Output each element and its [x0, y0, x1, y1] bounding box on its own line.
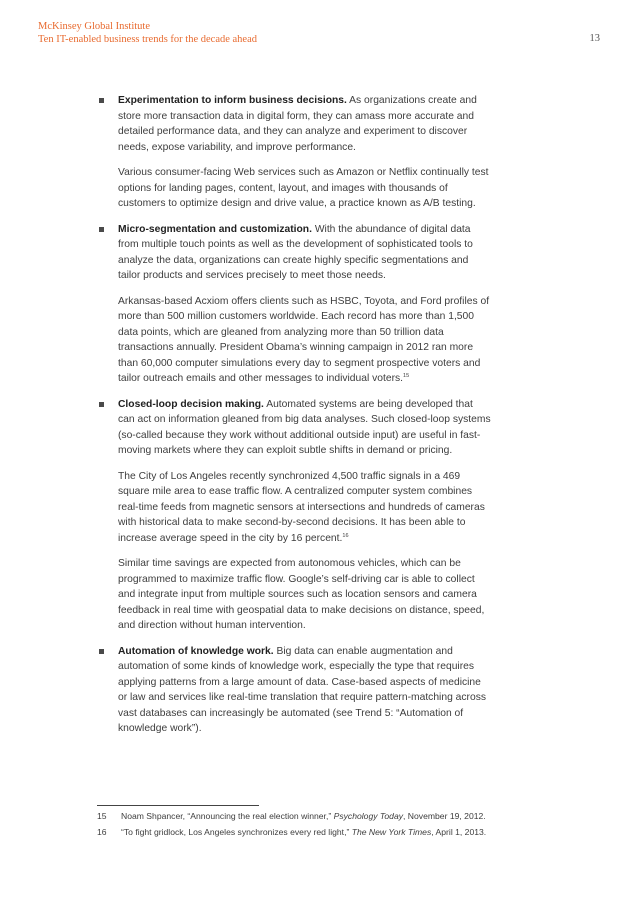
- bullet-title: Automation of knowledge work.: [118, 645, 274, 657]
- bullet-text: Big data can enable augmentation and automation of some kinds of knowledge work, especially the type that requires applying patterns from a large amount of data. Case-based aspects of medicine or law and services like real-time translation that require pattern-matching across vast databases can increasingly be automated (see Trend 5: “Automation of knowledge work”).: [118, 645, 486, 734]
- bullet-square-icon: [99, 227, 104, 232]
- bullet-micro-segmentation: [97, 222, 492, 387]
- bullet-title: Experimentation to inform business decisions.: [118, 95, 347, 106]
- footnote-text: “To fight gridlock, Los Angeles synchronizes every red light,”: [121, 827, 352, 837]
- footnote-number: 16: [97, 827, 107, 837]
- bullet-text: Automated systems are being developed that can act on information gleaned from big data analyses. Such closed-loop systems (so-called because they work without additional outside input) are useful in fast-moving markets where they can exploit subtle shifts in demand or pricing.: [118, 398, 491, 456]
- page-header: [38, 20, 600, 46]
- bullet-lead: [118, 644, 492, 737]
- bullet-experimentation: [97, 93, 492, 212]
- footnote-number: 15: [97, 811, 107, 821]
- bullet-lead: [118, 93, 492, 155]
- publisher-name: McKinsey Global Institute: [38, 21, 150, 32]
- page-number: 13: [589, 33, 600, 44]
- footnote-16: [97, 826, 497, 839]
- footnote-ref: 15: [403, 373, 410, 379]
- paragraph-text: The City of Los Angeles recently synchronized 4,500 traffic signals in a 469 square mile area to ease traffic flow. A centralized computer system combines real-time feeds from magnetic sensors at intersections and hundreds of cameras with historical data to make second-by-second decisions. It has been able to increase average speed in the city by 16 percent.: [118, 470, 485, 544]
- footnote-divider: [97, 805, 259, 806]
- footnotes: [97, 810, 497, 842]
- footnote-text: Noam Shpancer, “Announcing the real election winner,”: [121, 811, 334, 821]
- body-content: [97, 93, 492, 747]
- bullet-text: With the abundance of digital data from multiple touch points as well as the development of sophisticated tools to analyze the data, organizations can create highly specific segmentations and tailor products and services precisely to meet those needs.: [118, 223, 473, 281]
- footnote-date: , April 1, 2013.: [431, 827, 487, 837]
- footnote-15: [97, 810, 497, 823]
- bullet-text: As organizations create and store more transaction data in digital form, they can amass more accurate and detailed performance data, and they can analyze and experiment to discover needs, expose variability, and improve performance.: [118, 95, 477, 153]
- bullet-lead: [118, 397, 492, 459]
- bullet-title: Micro-segmentation and customization.: [118, 223, 312, 235]
- footnote-source: The New York Times: [351, 827, 432, 837]
- bullet-paragraph: [118, 294, 492, 387]
- bullet-title: Closed-loop decision making.: [118, 398, 264, 410]
- bullet-closed-loop: [97, 397, 492, 634]
- footnote-ref: 16: [342, 532, 349, 539]
- bullet-lead: [118, 222, 492, 284]
- footnote-source: Psychology Today: [333, 811, 404, 821]
- bullet-paragraph: Similar time savings are expected from autonomous vehicles, which can be programmed to maximize traffic flow. Google’s self-driving car is able to collect and integrate input from multiple sources such as location sensors and camera feedback in real time with geospatial data to make decisions on distance, speed, and direction without human intervention.: [118, 558, 485, 631]
- bullet-square-icon: [99, 402, 104, 407]
- bullet-square-icon: [99, 649, 104, 654]
- bullet-automation: [97, 644, 492, 737]
- bullet-paragraph: [118, 469, 492, 547]
- footnote-date: , November 19, 2012.: [403, 811, 486, 821]
- paragraph-text: Arkansas-based Acxiom offers clients such as HSBC, Toyota, and Ford profiles of more than 500 million customers worldwide. Each record has more than 1,500 data points, which are gleaned from analyzing more than 50 trillion data transactions annually. President Obama’s winning campaign in 2012 ran more than 60,000 computer simulations every day to segment prospective voters and tailor outreach emails and other messages to individual voters.: [118, 295, 490, 384]
- report-title: Ten IT-enabled business trends for the decade ahead: [38, 34, 257, 45]
- bullet-paragraph: Various consumer-facing Web services such as Amazon or Netflix continually test options for landing pages, content, layout, and images with thousands of customers to optimize design and drive value, a practice known as A/B testing.: [118, 167, 489, 209]
- bullet-square-icon: [99, 98, 104, 103]
